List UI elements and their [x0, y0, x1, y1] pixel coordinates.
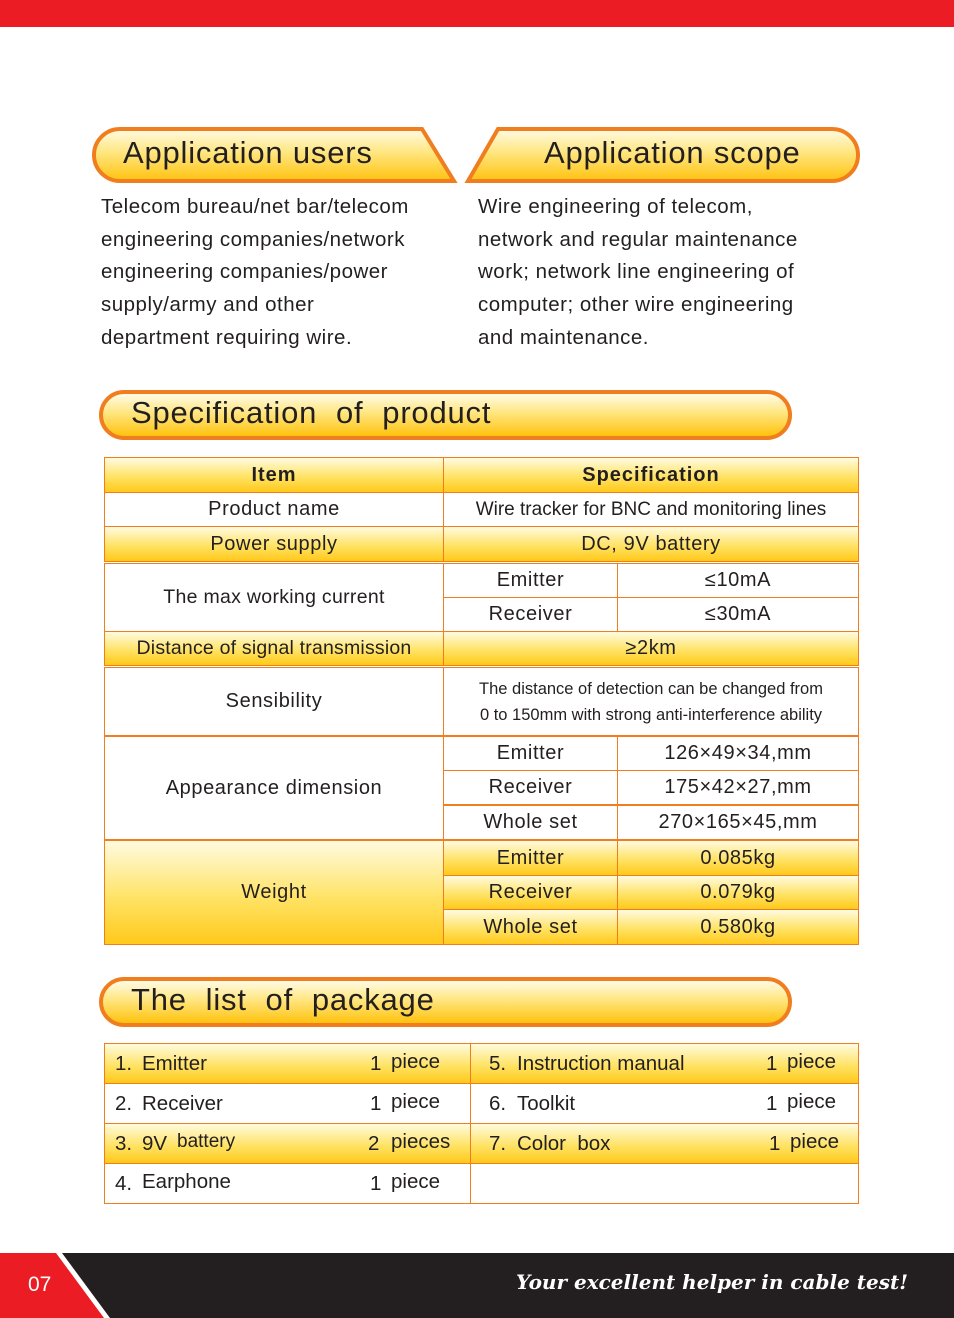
package-item-number: 6.: [489, 1092, 507, 1115]
package-item-qty: 1: [370, 1092, 382, 1115]
specification-table: [104, 457, 859, 945]
users-line: engineering companies/power: [101, 260, 389, 284]
package-item-qty: 1: [766, 1052, 778, 1075]
package-item-number: 4.: [115, 1172, 133, 1195]
package-item-name: Instruction manual: [517, 1052, 685, 1075]
package-item-number: 3.: [115, 1132, 133, 1155]
dim-whole-label: Whole set: [443, 805, 618, 840]
specification-heading: Specification of product: [131, 395, 492, 430]
product-name-label: Product name: [104, 492, 444, 527]
dim-receiver-value: 175×42×27,mm: [617, 770, 859, 805]
current-emitter-value: ≤10mA: [617, 563, 859, 598]
weight-label: Weight: [104, 840, 444, 945]
package-item-unit: piece: [790, 1130, 840, 1153]
w-whole-value: 0.580kg: [617, 909, 859, 945]
power-supply-label: Power supply: [104, 526, 444, 562]
sensibility-line: The distance of detection can be changed from: [479, 679, 823, 698]
current-receiver-value: ≤30mA: [617, 597, 859, 632]
package-item-number: 5.: [489, 1052, 507, 1075]
page-number-tab: [0, 1253, 110, 1318]
dim-whole-value: 270×165×45,mm: [617, 805, 859, 840]
package-item-unit: piece: [391, 1090, 441, 1113]
sensibility-label: Sensibility: [104, 667, 444, 736]
application-scope-text: [478, 191, 858, 355]
package-item-unit: pieces: [391, 1130, 451, 1153]
header-item: Item: [104, 457, 444, 493]
users-line: engineering companies/network: [101, 227, 405, 251]
package-item-unit: piece: [787, 1050, 837, 1073]
package-item-unit: piece: [391, 1170, 441, 1193]
header-specification: Specification: [443, 457, 859, 493]
package-item-name: Color box: [517, 1132, 611, 1155]
package-item-number: 1.: [115, 1052, 133, 1075]
package-item-number: 2.: [115, 1092, 133, 1115]
package-item-number: 7.: [489, 1132, 507, 1155]
package-item-name: Earphone: [142, 1170, 231, 1193]
package-item-name: Toolkit: [517, 1092, 576, 1115]
dimension-label: Appearance dimension: [104, 736, 444, 840]
w-emitter-label: Emitter: [443, 840, 618, 876]
distance-label: Distance of signal transmission: [104, 631, 444, 666]
package-item-qty: 1: [370, 1172, 382, 1195]
scope-line: computer; other wire engineering: [478, 293, 794, 317]
w-receiver-value: 0.079kg: [617, 875, 859, 910]
distance-value: ≥2km: [443, 631, 859, 666]
package-item-unit: piece: [787, 1090, 837, 1113]
scope-line: network and regular maintenance: [478, 227, 798, 251]
dim-emitter-label: Emitter: [443, 736, 618, 771]
package-item-qty: 1: [766, 1092, 778, 1115]
package-item-qty: 2: [368, 1132, 380, 1155]
footer-tagline: Your excellent helper in cable test!: [516, 1270, 908, 1294]
users-line: supply/army and other: [101, 293, 315, 317]
dim-emitter-value: 126×49×34,mm: [617, 736, 859, 771]
w-emitter-value: 0.085kg: [617, 840, 859, 876]
package-item-qty: 1: [370, 1052, 382, 1075]
current-emitter-label: Emitter: [443, 563, 618, 598]
package-heading: The list of package: [131, 982, 435, 1017]
power-supply-value: DC, 9V battery: [443, 526, 859, 562]
scope-line: and maintenance.: [478, 325, 649, 349]
product-name-value: Wire tracker for BNC and monitoring lines: [443, 492, 859, 527]
sensibility-line: 0 to 150mm with strong anti-interference ability: [479, 705, 823, 724]
package-row-bg: [470, 1163, 859, 1204]
package-item-unit: piece: [391, 1050, 441, 1073]
package-list: [104, 1043, 859, 1204]
page-number: 07: [28, 1273, 52, 1296]
dim-receiver-label: Receiver: [443, 770, 618, 805]
package-item-qty: 1: [769, 1132, 781, 1155]
users-line: Telecom bureau/net bar/telecom: [101, 195, 409, 218]
package-item-name: Receiver: [142, 1092, 223, 1115]
package-item-name: battery: [177, 1131, 236, 1152]
w-receiver-label: Receiver: [443, 875, 618, 910]
max-current-label: The max working current: [104, 563, 444, 632]
application-users-text: [101, 191, 461, 355]
scope-line: Wire engineering of telecom,: [478, 195, 753, 218]
application-scope-title: Application scope: [544, 135, 801, 170]
package-item-name: Emitter: [142, 1052, 207, 1075]
sensibility-value: [443, 667, 859, 736]
top-accent-bar: [0, 0, 954, 27]
application-users-title: Application users: [123, 135, 373, 170]
package-item-name: 9V: [142, 1132, 168, 1155]
users-line: department requiring wire.: [101, 325, 353, 349]
scope-line: work; network line engineering of: [478, 260, 795, 284]
w-whole-label: Whole set: [443, 909, 618, 945]
current-receiver-label: Receiver: [443, 597, 618, 632]
